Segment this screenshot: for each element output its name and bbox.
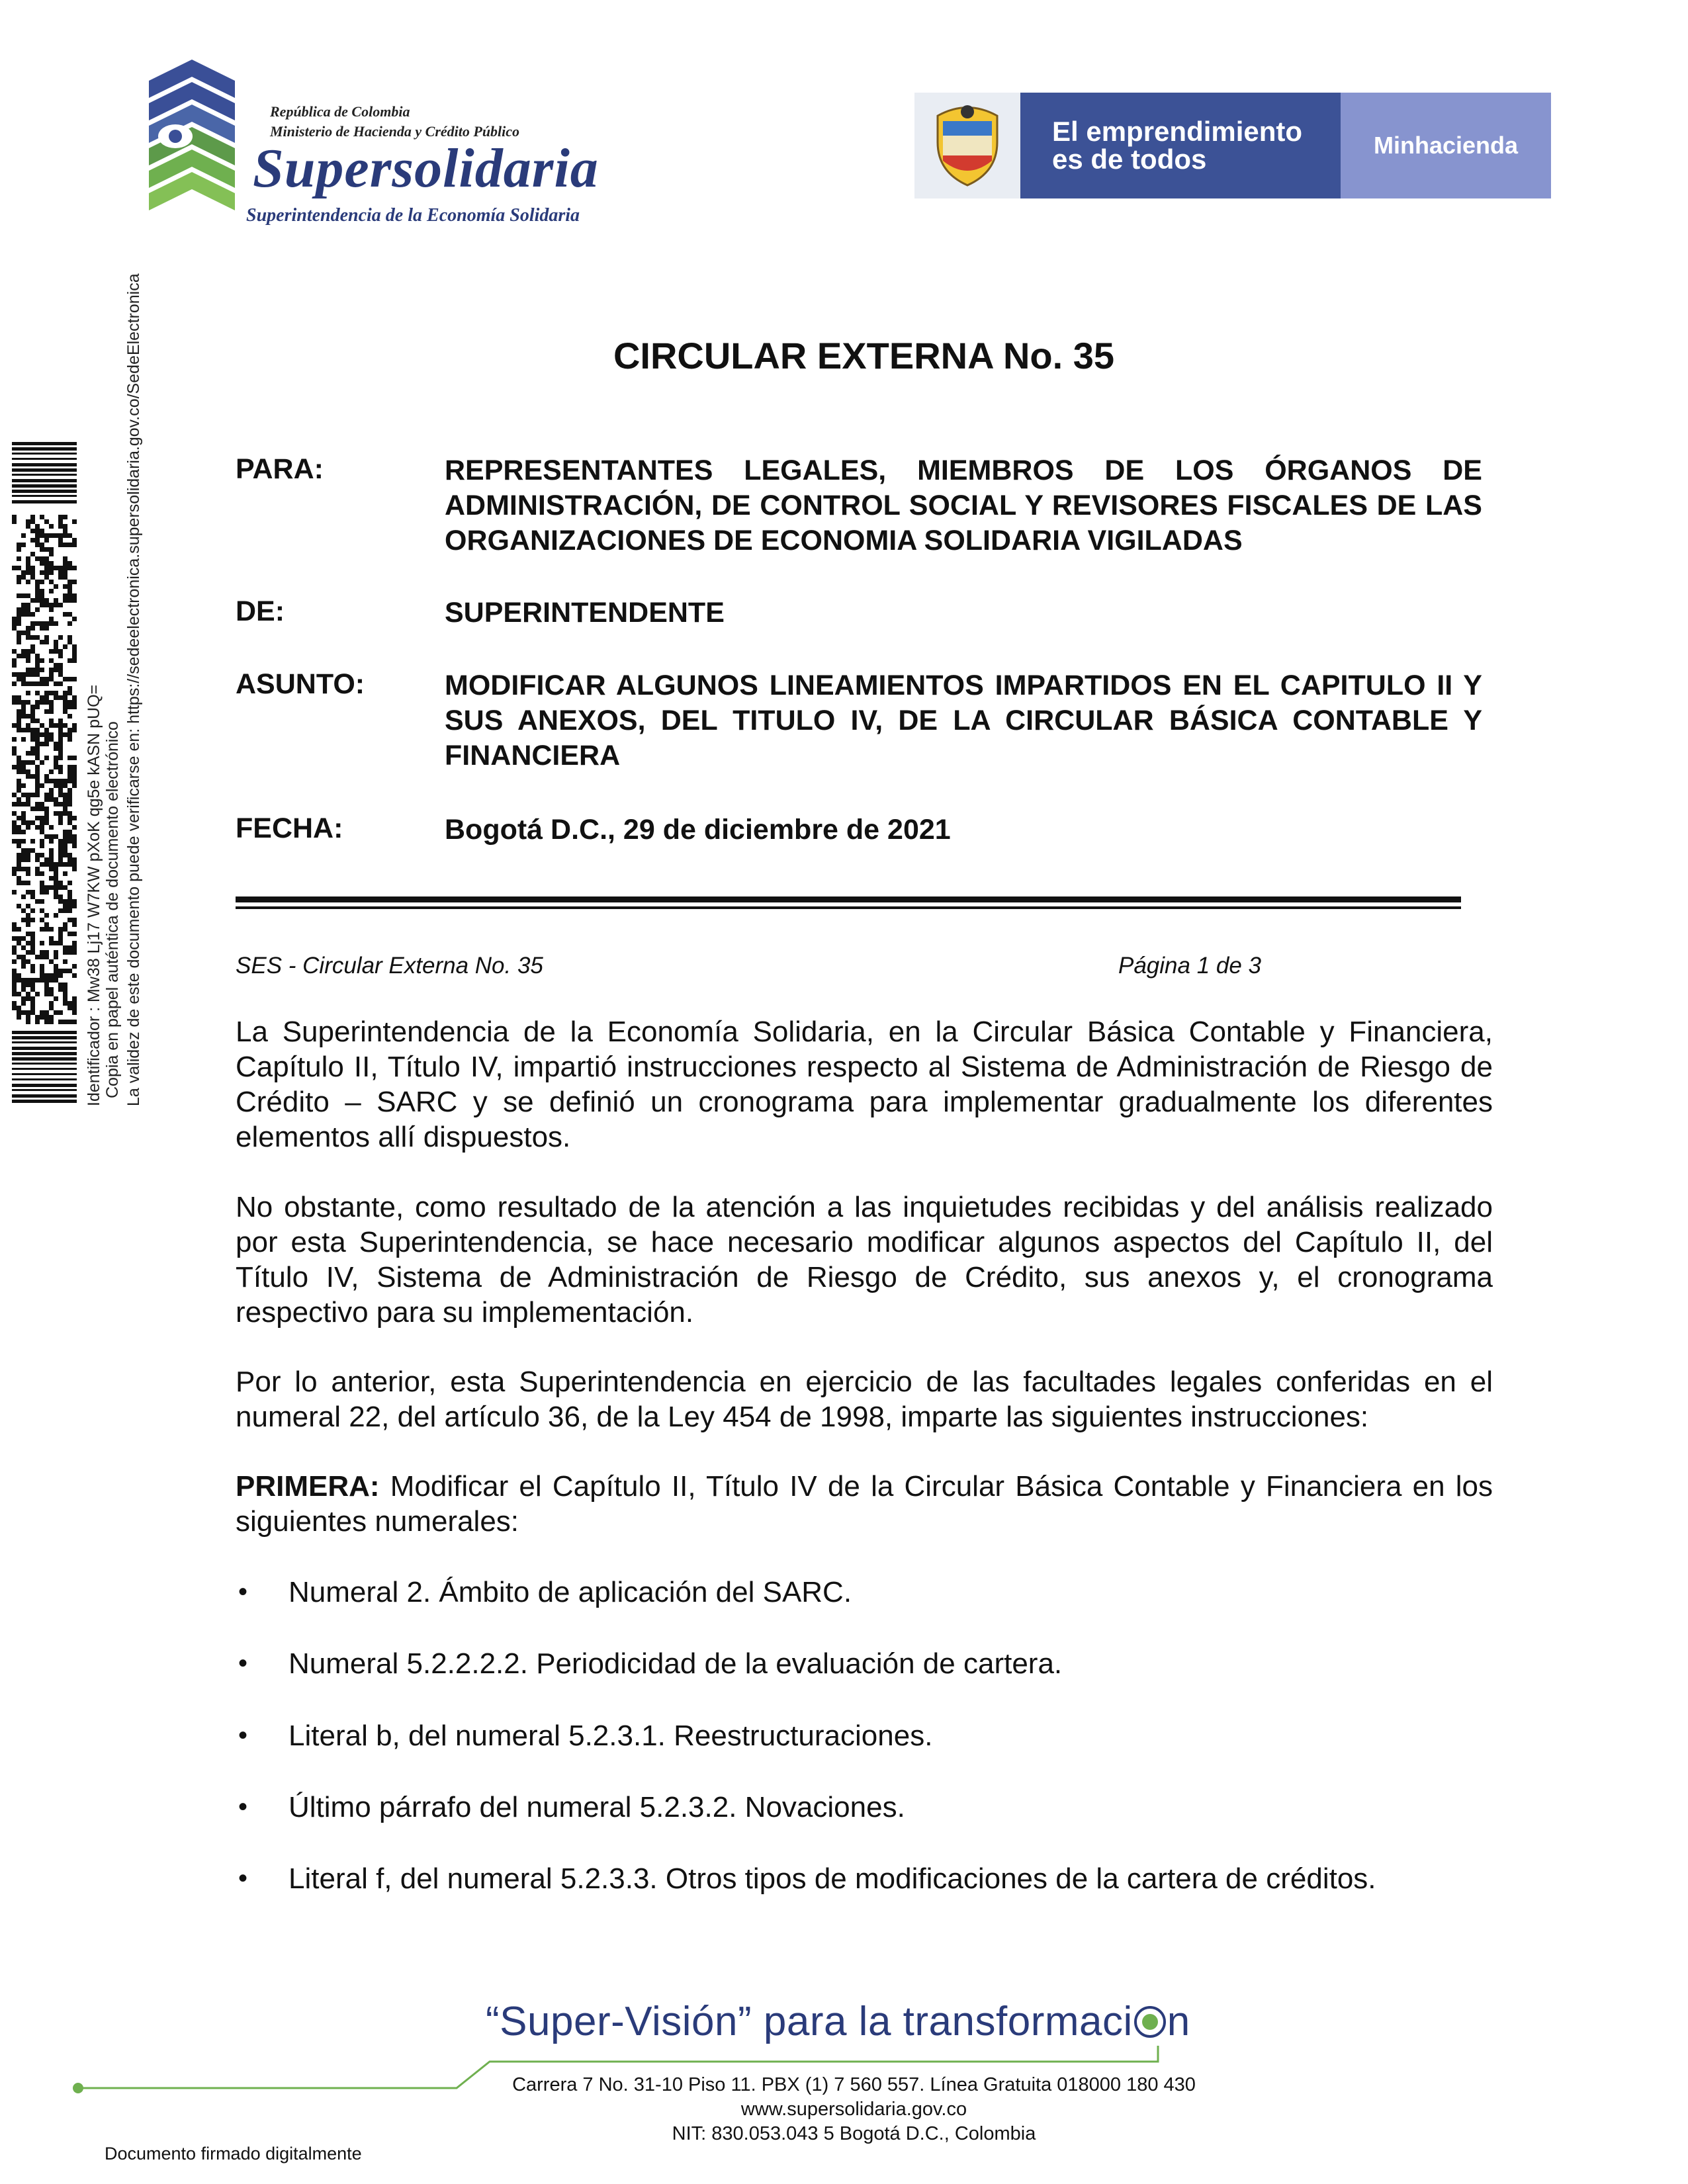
- side-validity-text: La validez de este documento puede verificarse en: https://sedeelectronica.supersolidaria.gov.co/SedeElectronica: [124, 273, 143, 1106]
- paragraph-3: Por lo anterior, esta Superintendencia en ejercicio de las facultades legales conferidas en el numeral 22, del artículo 36, de la Ley 454 de 1998, imparte las siguientes instrucciones:: [236, 1366, 1493, 1433]
- logo-ministry-text: Ministerio de Hacienda y Crédito Público: [270, 123, 520, 140]
- fecha-value: Bogotá D.C., 29 de diciembre de 2021: [445, 814, 951, 846]
- list-item-text: Último párrafo del numeral 5.2.3.2. Novaciones.: [289, 1791, 905, 1823]
- list-item: [236, 1718, 932, 1753]
- banner-line-1: El emprendimiento: [1052, 116, 1303, 147]
- side-identifier-text: Identificador : Mw38 Lj17 W7KW pXoK qg5e kASN pUQ=: [85, 684, 103, 1106]
- supersolidaria-logo-icon: [136, 60, 248, 225]
- verification-barcode-icon: [12, 442, 77, 1104]
- slogan-text-end: n: [1167, 1999, 1190, 2044]
- para-value: REPRESENTANTES LEGALES, MIEMBROS DE LOS ÓRGANOS DE ADMINISTRACIÓN, DE CONTROL SOCIAL Y REVISORES FISCALES DE LAS ORGANIZACIONES DE ECONOMIA SOLIDARIA VIGILADAS: [445, 455, 1482, 556]
- bullet-icon: •: [238, 1721, 248, 1750]
- logo-subtitle: Superintendencia de la Economía Solidaria: [246, 205, 580, 226]
- asunto-label: ASUNTO:: [236, 668, 365, 700]
- paragraph-2: No obstante, como resultado de la atención a las inquietudes recibidas y del análisis realizado por esta Superintendencia, se hace necesario modificar algunos aspectos del Capítulo II, del Título IV, Sistema de Administración de Riesgo de Crédito, sus anexos y, el cronograma respectivo para su implementación.: [236, 1191, 1493, 1329]
- running-header: SES - Circular Externa No. 35: [236, 953, 543, 979]
- list-item: [236, 1575, 852, 1610]
- list-item-text: Numeral 2. Ámbito de aplicación del SARC.: [289, 1576, 852, 1608]
- colombia-shield-icon: [914, 93, 1020, 198]
- banner-minhacienda: Minhacienda: [1341, 93, 1551, 198]
- bullet-icon: •: [238, 1792, 248, 1821]
- list-item: [236, 1861, 1376, 1896]
- banner-slogan: [1020, 93, 1341, 198]
- document-title: CIRCULAR EXTERNA No. 35: [613, 335, 1115, 376]
- logo-name: Supersolidaria: [253, 138, 599, 199]
- primera-text: Modificar el Capítulo II, Título IV de la Circular Básica Contable y Financiera en los siguientes numerales:: [236, 1470, 1493, 1538]
- logo-republic-text: República de Colombia: [270, 103, 410, 120]
- side-copy-text: Copia en papel auténtica de documento electrónico: [103, 721, 122, 1098]
- para-label: PARA:: [236, 453, 324, 485]
- primera-label: PRIMERA:: [236, 1470, 380, 1503]
- divider-thin: [236, 906, 1461, 909]
- footer-address: Carrera 7 No. 31-10 Piso 11. PBX (1) 7 560 557. Línea Gratuita 018000 180 430: [512, 2074, 1196, 2095]
- bullet-icon: •: [238, 1649, 248, 1678]
- digital-signature-note: Documento firmado digitalmente: [105, 2144, 362, 2163]
- divider-thick: [236, 896, 1461, 902]
- bullet-icon: •: [238, 1864, 248, 1893]
- paragraph-1: La Superintendencia de la Economía Solidaria, en la Circular Básica Contable y Financiera, Capítulo II, Título IV, impartió instrucciones respecto al Sistema de Administración de Riesgo de Crédito – SARC y se definió un cronograma para implementar gradualmente los diferentes elementos allí dispuestos.: [236, 1016, 1493, 1153]
- slogan-text: “Super-Visión” para la transformaci: [486, 1999, 1133, 2044]
- asunto-value: MODIFICAR ALGUNOS LINEAMIENTOS IMPARTIDOS EN EL CAPITULO II Y SUS ANEXOS, DEL TITULO IV, DE LA CIRCULAR BÁSICA CONTABLE Y FINANCIERA: [445, 670, 1482, 771]
- bullet-icon: •: [238, 1577, 248, 1606]
- list-item-text: Numeral 5.2.2.2.2. Periodicidad de la evaluación de cartera.: [289, 1647, 1063, 1680]
- government-banner: [914, 93, 1551, 198]
- page-number: Página 1 de 3: [1118, 953, 1262, 979]
- list-item: [236, 1790, 905, 1825]
- list-item-text: Literal b, del numeral 5.2.3.1. Reestructuraciones.: [289, 1720, 933, 1752]
- fecha-label: FECHA:: [236, 812, 343, 844]
- banner-line-2: es de todos: [1052, 144, 1207, 175]
- footer-nit: NIT: 830.053.043 5 Bogotá D.C., Colombia: [672, 2123, 1036, 2144]
- de-value: SUPERINTENDENTE: [445, 597, 725, 629]
- de-label: DE:: [236, 595, 285, 627]
- list-item-text: Literal f, del numeral 5.2.3.3. Otros tipos de modificaciones de la cartera de créditos.: [289, 1862, 1376, 1895]
- paragraph-4: [236, 1469, 1493, 1539]
- list-item: [236, 1646, 1062, 1681]
- footer-website: www.supersolidaria.gov.co: [740, 2099, 967, 2120]
